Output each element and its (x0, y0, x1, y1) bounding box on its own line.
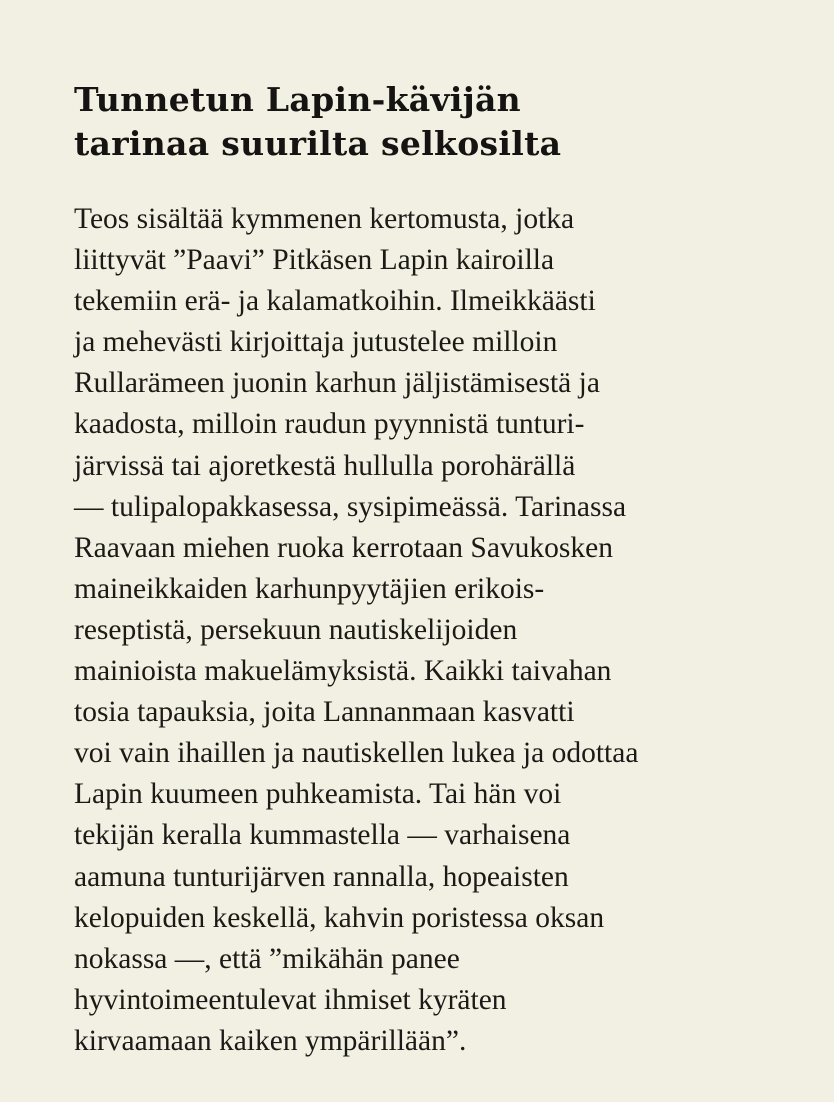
body-line: liittyvät ”Paavi” Pitkäsen Lapin kairoilla (74, 244, 555, 277)
article-title (74, 78, 814, 166)
article-body (74, 199, 814, 1062)
body-line: aamuna tunturijärven rannalla, hopeaisten (74, 860, 569, 893)
body-line: voi vain ihaillen ja nautiskellen lukea ja odottaa (74, 737, 639, 770)
body-line: kelopuiden keskellä, kahvin poristessa oksan (74, 901, 605, 934)
body-line: järvissä tai ajoretkestä hullulla porohärällä (74, 449, 576, 482)
body-line: kirvaamaan kaiken ympärillään”. (74, 1024, 467, 1057)
book-blurb-page (74, 78, 814, 1062)
body-line: — tulipalopakkasessa, sysipimeässä. Tarinassa (74, 490, 627, 523)
body-line: maineikkaiden karhunpyytäjien erikois- (74, 572, 545, 605)
body-line: tekijän keralla kummastella — varhaisena (74, 819, 571, 852)
body-line: Lapin kuumeen puhkeamista. Tai hän voi (74, 778, 562, 811)
body-line: Raavaan miehen ruoka kerrotaan Savukosken (74, 531, 613, 564)
body-line: Teos sisältää kymmenen kertomusta, jotka (74, 203, 575, 235)
body-line: Rullarämeen juonin karhun jäljistämisestä ja (74, 367, 600, 400)
body-line: hyvintoimeentulevat ihmiset kyräten (74, 983, 507, 1016)
title-line-2: tarinaa suurilta selkosilta (74, 124, 562, 163)
body-line: reseptistä, persekuun nautiskelijoiden (74, 613, 518, 646)
body-line: kaadosta, milloin raudun pyynnistä tunturi- (74, 408, 585, 441)
body-line: tekemiin erä- ja kalamatkoihin. Ilmeikkäästi (74, 285, 596, 318)
body-line: mainioista makuelämyksistä. Kaikki taivahan (74, 655, 612, 688)
body-line: nokassa —, että ”mikähän panee (74, 942, 460, 975)
body-line: tosia tapauksia, joita Lannanmaan kasvatti (74, 696, 575, 729)
body-line: ja mehevästi kirjoittaja jutustelee milloin (74, 326, 558, 359)
title-line-1: Tunnetun Lapin-kävijän (74, 80, 521, 119)
